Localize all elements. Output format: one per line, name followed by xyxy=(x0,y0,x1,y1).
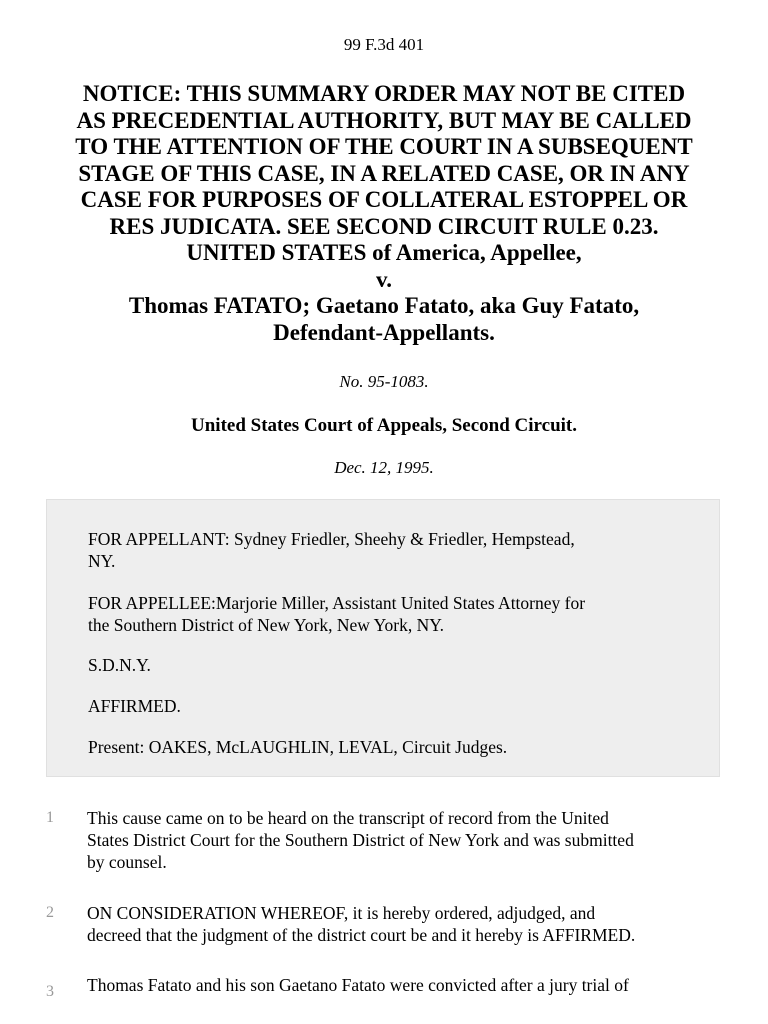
paragraph-text-line: ON CONSIDERATION WHEREOF, it is hereby ordered, adjudged, and xyxy=(87,903,596,923)
appellee-party: UNITED STATES of America, Appellee, xyxy=(186,240,582,265)
versus: v. xyxy=(376,266,392,292)
district-court: S.D.N.Y. xyxy=(88,655,151,675)
paragraph-text-line: Thomas Fatato and his son Gaetano Fatato were convicted after a jury trial of xyxy=(87,975,629,995)
paragraph-text-line: States District Court for the Southern District of New York and was submitted xyxy=(87,830,634,850)
appellant-party: Thomas FATATO; Gaetano Fatato, aka Guy Fatato, xyxy=(128,293,640,318)
paragraph-text-line: decreed that the judgment of the district court be and it hereby is AFFIRMED. xyxy=(87,925,636,945)
appellant-role: Defendant-Appellants. xyxy=(273,319,495,345)
case-heading xyxy=(30,81,738,346)
decision-date: Dec. 12, 1995. xyxy=(334,458,434,477)
paragraph-number: 3 xyxy=(46,983,54,1000)
notice-line-5: CASE FOR PURPOSES OF COLLATERAL ESTOPPEL OR xyxy=(80,187,688,212)
notice-line-4: STAGE OF THIS CASE, IN A RELATED CASE, OR IN ANY xyxy=(78,160,690,186)
paragraph-text-line: This cause came on to be heard on the transcript of record from the United xyxy=(87,808,609,828)
notice-line-2: AS PRECEDENTIAL AUTHORITY, BUT MAY BE CALLED xyxy=(76,107,692,133)
citation: 99 F.3d 401 xyxy=(343,35,425,54)
notice-line-1: NOTICE: THIS SUMMARY ORDER MAY NOT BE CITED xyxy=(82,81,686,106)
appellant-counsel-line-2: NY. xyxy=(88,551,116,571)
appellee-counsel-line-2: the Southern District of New York, New York, NY. xyxy=(88,615,444,635)
paragraph-number: 2 xyxy=(46,904,54,921)
disposition: AFFIRMED. xyxy=(88,696,181,716)
court-name: United States Court of Appeals, Second Circuit. xyxy=(191,415,577,436)
docket-number: No. 95-1083. xyxy=(339,372,429,391)
notice-line-3: TO THE ATTENTION OF THE COURT IN A SUBSEQUENT xyxy=(75,134,693,159)
counsel-info-box xyxy=(46,499,720,777)
appellee-counsel-line-1: FOR APPELLEE:Marjorie Miller, Assistant United States Attorney for xyxy=(88,593,586,613)
appellant-counsel-line-1: FOR APPELLANT: Sydney Friedler, Sheehy & Friedler, Hempstead, xyxy=(88,529,575,549)
paragraph-text-line: by counsel. xyxy=(87,852,167,872)
paragraph-number: 1 xyxy=(46,809,54,826)
notice-line-6: RES JUDICATA. SEE SECOND CIRCUIT RULE 0.23. xyxy=(109,213,659,239)
panel-judges: Present: OAKES, McLAUGHLIN, LEVAL, Circuit Judges. xyxy=(88,737,508,757)
